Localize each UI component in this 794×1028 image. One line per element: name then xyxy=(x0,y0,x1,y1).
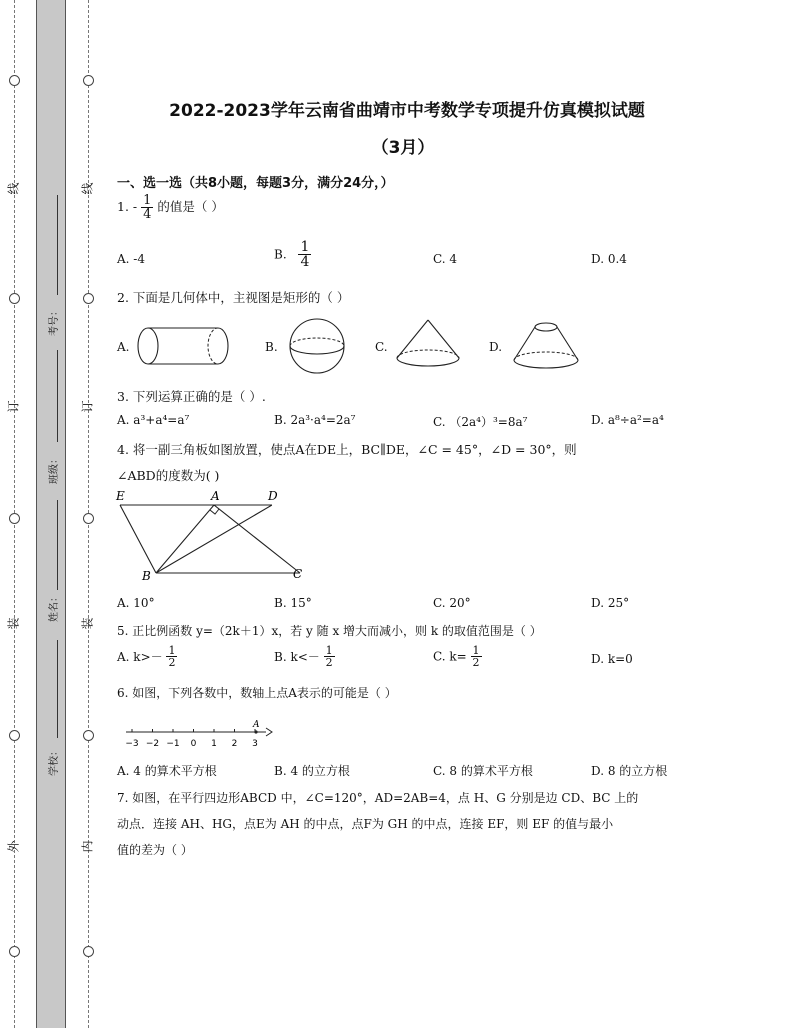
number-line-tick-label: −3 xyxy=(125,739,139,749)
point-b-label: B xyxy=(142,569,151,583)
triangle-figure xyxy=(114,488,314,588)
cylinder-figure xyxy=(136,324,232,368)
question-4-stem-line1: 4. 将一副三角板如图放置，使点A在DE上，BC∥DE，∠C = 45°，∠D = 30°，则 xyxy=(117,442,577,457)
q6-option-b[interactable]: B. 4 的立方根 xyxy=(274,764,350,778)
q3-option-d[interactable]: D. a⁸÷a²=a⁴ xyxy=(591,413,664,427)
q4-option-b[interactable]: B. 15° xyxy=(274,596,312,610)
punch-hole xyxy=(83,946,94,957)
outer-char-ding: 订 xyxy=(6,400,21,413)
class-label: 班级： xyxy=(49,454,60,484)
q1-option-b-num: 1 xyxy=(300,239,310,255)
punch-hole xyxy=(9,75,20,86)
exam-number-blank[interactable] xyxy=(57,195,58,295)
outer-char-xian: 线 xyxy=(6,182,21,195)
point-a-label: A xyxy=(253,720,260,730)
q1-fraction xyxy=(141,194,153,221)
punch-hole xyxy=(83,730,94,741)
q1-frac-den: 4 xyxy=(143,207,152,222)
cone-figure xyxy=(395,318,461,370)
q2-option-d[interactable]: D. xyxy=(489,340,503,354)
q5-frac-num: 1 xyxy=(472,644,480,657)
q5-option-c[interactable] xyxy=(433,645,482,668)
class-blank[interactable] xyxy=(57,350,58,442)
punch-hole xyxy=(9,730,20,741)
q2-option-a[interactable]: A. xyxy=(117,340,130,354)
q5-option-b-fraction xyxy=(324,645,335,668)
number-line-tick-label: −1 xyxy=(166,739,180,749)
q1-option-c[interactable]: C. 4 xyxy=(433,252,458,266)
q4-option-c[interactable]: C. 20° xyxy=(433,596,471,610)
section-heading: 一、选一选（共8小题，每题3分，满分24分，） xyxy=(117,176,394,191)
q3-option-a[interactable]: A. a³+a⁴=a⁷ xyxy=(117,413,190,427)
question-5-stem: 5. 正比例函数 y=（2k＋1）x，若 y 随 x 增大而减小，则 k 的取值范围是（ ） xyxy=(117,624,542,638)
punch-hole xyxy=(9,293,20,304)
number-line-tick-label: −2 xyxy=(145,739,160,749)
q1-option-d[interactable]: D. 0.4 xyxy=(591,252,627,266)
q3-option-b[interactable]: B. 2a³·a⁴=2a⁷ xyxy=(274,413,356,427)
question-4-stem-line2: ∠ABD的度数为( ) xyxy=(117,468,220,483)
point-c-label: C xyxy=(293,567,303,581)
q6-option-c[interactable]: C. 8 的算术平方根 xyxy=(433,764,533,778)
punch-hole xyxy=(9,946,20,957)
sphere-figure xyxy=(289,318,345,374)
q5-frac-den: 2 xyxy=(472,656,480,669)
q5-option-a-fraction xyxy=(166,645,177,668)
q5-option-d[interactable]: D. k=0 xyxy=(591,652,633,666)
school-label: 学校： xyxy=(49,746,60,776)
q3-option-c[interactable]: C. （2a⁴）³=8a⁷ xyxy=(433,415,528,429)
school-blank[interactable] xyxy=(57,640,58,738)
name-blank[interactable] xyxy=(57,500,58,590)
question-6-stem: 6. 如图，下列各数中，数轴上点A表示的可能是（ ） xyxy=(117,686,397,700)
q5-option-b-label: B. k<－ xyxy=(274,650,320,664)
q5-option-c-label: C. k= xyxy=(433,649,467,664)
inner-char-nei: 内 xyxy=(80,840,95,853)
outer-char-wai: 外 xyxy=(6,840,21,853)
q4-option-d[interactable]: D. 25° xyxy=(591,596,630,610)
exam-title: 2022-2023学年云南省曲靖市中考数学专项提升仿真模拟试题 xyxy=(169,101,645,121)
q5-option-b[interactable] xyxy=(274,645,335,668)
punch-hole xyxy=(83,513,94,524)
question-2-stem: 2. 下面是几何体中，主视图是矩形的（ ） xyxy=(117,290,350,305)
name-label: 姓名： xyxy=(49,592,60,622)
number-line-tick-label: 1 xyxy=(211,739,217,749)
q5-option-a-label: A. k>－ xyxy=(117,650,163,664)
inner-char-xian: 线 xyxy=(80,182,95,195)
question-7-line3: 值的差为（ ） xyxy=(117,843,193,857)
question-3-stem: 3. 下列运算正确的是（ ）. xyxy=(117,389,266,404)
question-7-line2: 动点．连接 AH、HG，点E为 AH 的中点，点F为 GH 的中点，连接 EF，则 EF 的值与最小 xyxy=(117,817,614,831)
number-line-tick-label: 0 xyxy=(190,739,197,749)
q1-option-b-label: B. xyxy=(274,247,287,262)
number-line-figure xyxy=(124,718,274,754)
q2-option-c[interactable]: C. xyxy=(375,340,388,354)
point-a-label: A xyxy=(211,489,220,503)
q4-option-a[interactable]: A. 10° xyxy=(117,596,155,610)
point-d-label: D xyxy=(268,489,278,503)
q5-option-a[interactable] xyxy=(117,645,177,668)
punch-hole xyxy=(83,75,94,86)
inner-char-ding: 订 xyxy=(80,400,95,413)
number-line-tick-label: 2 xyxy=(231,739,238,749)
q1-suffix: 的值是（ ） xyxy=(157,199,224,214)
question-1-stem xyxy=(117,194,224,221)
point-e-label: E xyxy=(116,489,125,503)
frustum-figure xyxy=(512,320,582,372)
q6-option-a[interactable]: A. 4 的算术平方根 xyxy=(117,764,217,778)
exam-subtitle: （3月） xyxy=(371,138,435,158)
number-line-tick-label: 3 xyxy=(252,739,258,749)
question-7-line1: 7. 如图，在平行四边形ABCD 中，∠C=120°，AD=2AB=4，点 H、G 分别是边 CD、BC 上的 xyxy=(117,791,639,805)
outer-char-zhuang: 装 xyxy=(6,617,21,630)
q1-prefix: 1. - xyxy=(117,199,138,214)
q1-option-a[interactable]: A. -4 xyxy=(117,252,145,266)
q6-option-d[interactable]: D. 8 的立方根 xyxy=(591,764,668,778)
q5-option-c-fraction xyxy=(471,645,482,668)
q5-frac-den: 2 xyxy=(168,656,176,669)
q1-option-b[interactable] xyxy=(274,240,311,269)
q5-frac-num: 1 xyxy=(325,644,333,657)
punch-hole xyxy=(83,293,94,304)
q5-frac-den: 2 xyxy=(325,656,333,669)
q1-frac-num: 1 xyxy=(143,193,152,208)
q2-option-b[interactable]: B. xyxy=(265,340,278,354)
q1-option-b-den: 4 xyxy=(300,254,310,270)
exam-number-label: 考号： xyxy=(49,306,60,336)
inner-char-zhuang: 装 xyxy=(80,617,95,630)
punch-hole xyxy=(9,513,20,524)
q1-option-b-fraction xyxy=(298,240,311,269)
q5-frac-num: 1 xyxy=(168,644,176,657)
